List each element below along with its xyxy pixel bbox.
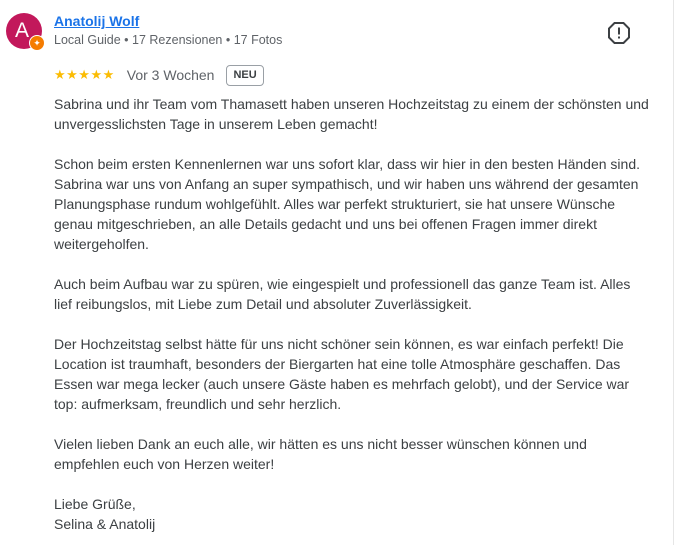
author-meta: Local Guide • 17 Rezensionen • 17 Fotos bbox=[54, 33, 283, 47]
review-paragraph: Sabrina und ihr Team vom Thamasett haben unseren Hochzeitstag zu einem der schönsten und unvergesslichsten Tage in unserem Leben gemacht! bbox=[54, 96, 649, 132]
review-closing bbox=[54, 494, 649, 534]
review-date: Vor 3 Wochen bbox=[126, 67, 215, 83]
author-name-link[interactable]: Anatolij Wolf bbox=[54, 13, 140, 29]
review-paragraph: Vielen lieben Dank an euch alle, wir hätten es uns nicht besser wünschen können und empfehlen euch von Herzen weiter! bbox=[54, 436, 587, 472]
closing-greeting: Liebe Grüße, bbox=[54, 496, 136, 512]
review-paragraph: Schon beim ersten Kennenlernen war uns sofort klar, dass wir hier in den besten Händen sind. Sabrina war uns von Anfang an super sympathisch, und wir haben uns während der gesamten Planungsphase rundum wohlgefühlt. Alles war perfekt strukturiert, sie hat unsere Wünsche genau mitgeschrieben, an alle Details gedacht und uns bei offenen Fragen immer direkt weitergeholfen. bbox=[54, 156, 641, 252]
review-paragraph: Der Hochzeitstag selbst hätte für uns nicht schöner sein können, es war einfach perfekt! Die Location ist traumhaft, besonders der Biergarten hat eine tolle Atmosphäre geschaffen. Das Essen war mega lecker (auch unsere Gäste haben es mehrfach gelobt), und der Service war top: aufmerksam, freundlich und sehr herzlich. bbox=[54, 336, 630, 412]
report-icon[interactable] bbox=[606, 20, 632, 46]
local-guide-badge-icon: ✦ bbox=[29, 35, 45, 51]
review-text bbox=[54, 94, 649, 534]
rating-row bbox=[54, 64, 264, 86]
avatar-initial: A bbox=[14, 19, 29, 42]
new-badge: NEU bbox=[226, 65, 263, 86]
closing-signature: Selina & Anatolij bbox=[54, 516, 156, 532]
review-paragraph: Auch beim Aufbau war zu spüren, wie eingespielt und professionell das ganze Team ist. Alles lief reibungslos, mit Liebe zum Detail und absoluter Zuverlässigkeit. bbox=[54, 276, 631, 312]
star-rating: ★★★★★ bbox=[54, 67, 115, 82]
avatar[interactable] bbox=[6, 13, 42, 49]
